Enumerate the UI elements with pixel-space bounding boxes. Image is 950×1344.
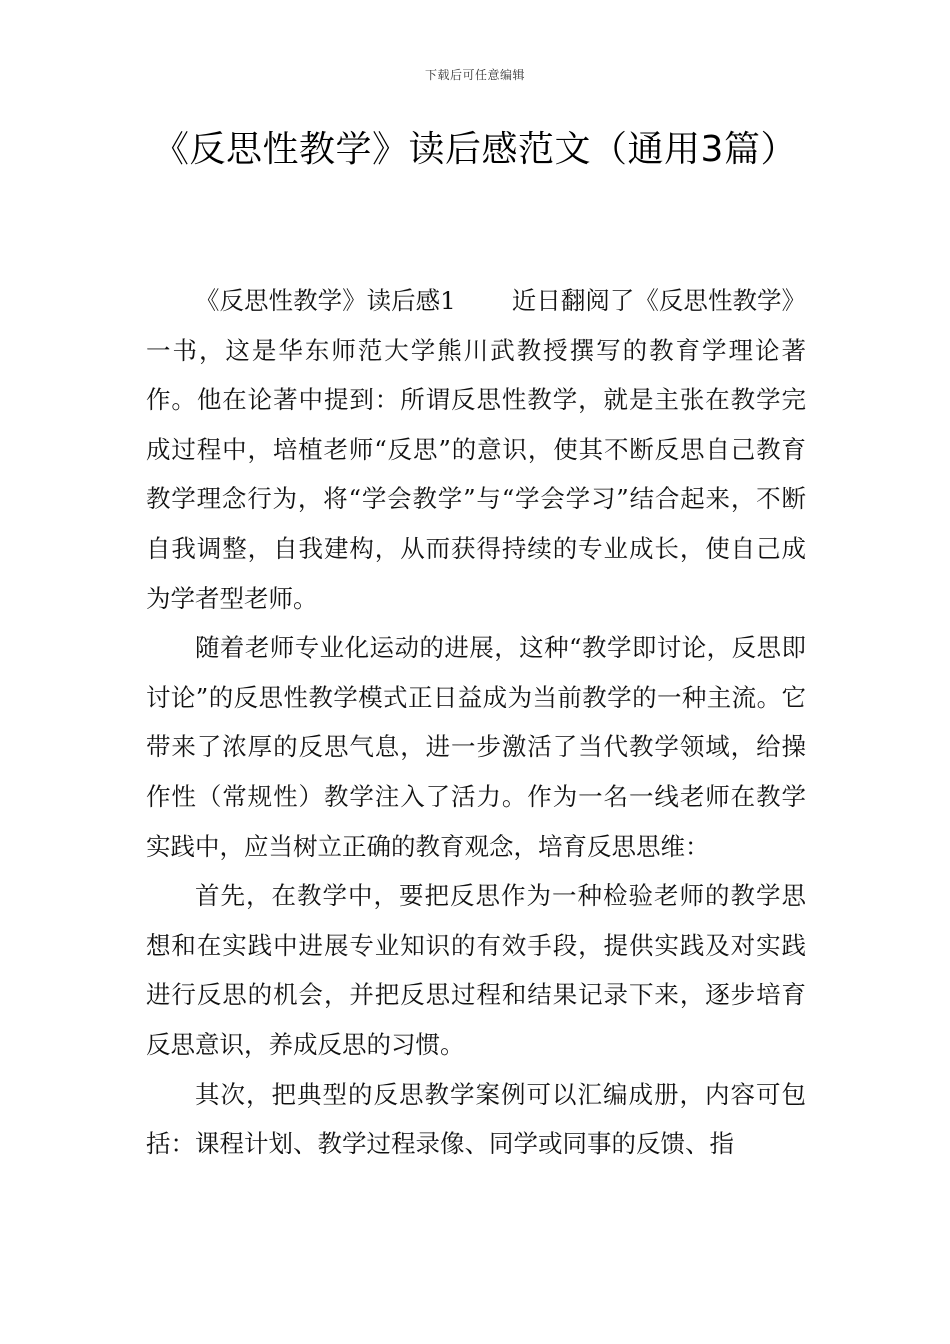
document-title: 《反思性教学》读后感范文（通用3篇） [153, 129, 797, 170]
document-body [146, 276, 806, 1169]
paragraph-2: 随着老师专业化运动的进展，这种“教学即讨论，反思即讨论”的反思性教学模式正日益成为当前教学的一种主流。它带来了浓厚的反思气息，进一步激活了当代教学领域，给操作性（常规性）教学注入了活力。作为一名一线老师在教学实践中，应当树立正确的教育观念，培育反思思维： [146, 633, 806, 861]
paragraph-3: 首先，在教学中，要把反思作为一种检验老师的教学思想和在实践中进展专业知识的有效手段，提供实践及对实践进行反思的机会，并把反思过程和结果记录下来，逐步培育反思意识，养成反思的习惯。 [146, 881, 806, 1059]
paragraph-1 [146, 276, 806, 623]
header-note: 下载后可任意编辑 [424, 68, 525, 82]
section-heading: 《反思性教学》读后感1 [195, 286, 456, 315]
paragraph-4: 其次，把典型的反思教学案例可以汇编成册，内容可包括：课程计划、教学过程录像、同学或同事的反馈、指 [146, 1079, 806, 1159]
paragraph-1-text: 近日翻阅了《反思性教学》一书，这是华东师范大学熊川武教授撰写的教育学理论著作。他在论著中提到：所谓反思性教学，就是主张在教学完成过程中，培植老师“反思”的意识，使其不断反思自己教育教学理念行为，将“学会教学”与“学会学习”结合起来，不断自我调整，自我建构，从而获得持续的专业成长，使自己成为学者型老师。 [146, 286, 807, 613]
